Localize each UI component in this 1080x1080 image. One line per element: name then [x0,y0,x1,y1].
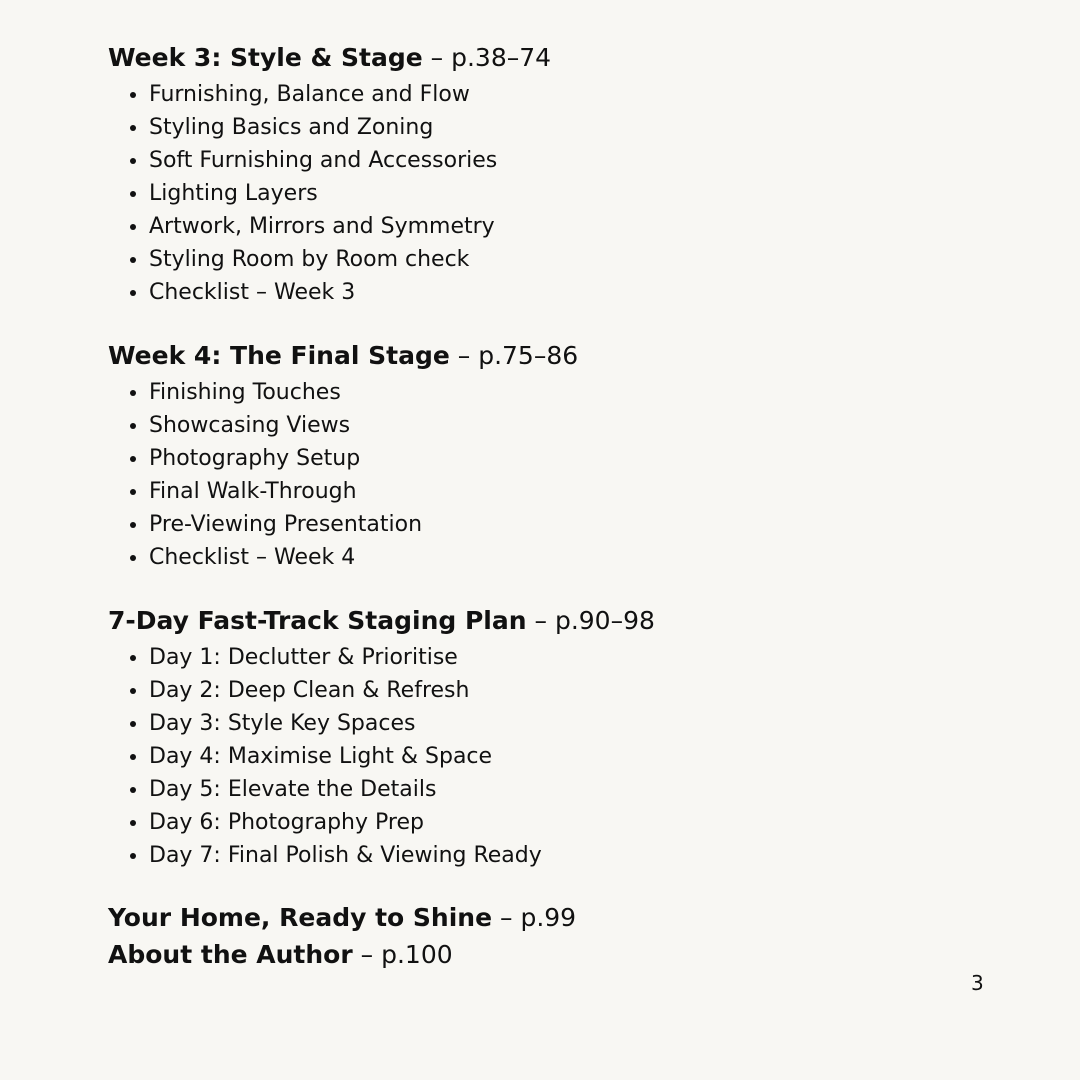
list-item: Lighting Layers [149,177,1008,210]
list-item: Day 6: Photography Prep [149,806,1008,839]
list-item: Styling Room by Room check [149,243,1008,276]
list-item: Day 7: Final Polish & Viewing Ready [149,839,1008,872]
list-item: Finishing Touches [149,376,1008,409]
list-item: Furnishing, Balance and Flow [149,78,1008,111]
section-item-list [108,376,1008,574]
toc-section-week-3 [108,38,1008,309]
list-item: Day 3: Style Key Spaces [149,707,1008,740]
list-item: Day 2: Deep Clean & Refresh [149,674,1008,707]
closing-separator: – [352,940,382,969]
section-title: Week 3: Style & Stage [108,43,423,72]
section-pages: p.75–86 [478,341,579,370]
table-of-contents [108,38,1008,973]
list-item: Day 1: Declutter & Prioritise [149,641,1008,674]
list-item: Final Walk-Through [149,475,1008,508]
list-item: Day 4: Maximise Light & Space [149,740,1008,773]
list-item: Checklist – Week 4 [149,541,1008,574]
section-separator: – [449,341,479,370]
page-number: 3 [971,971,984,995]
section-heading [108,601,1008,641]
section-title: Week 4: The Final Stage [108,341,450,370]
list-item: Artwork, Mirrors and Symmetry [149,210,1008,243]
section-separator: – [422,43,452,72]
closing-title: About the Author [108,940,353,969]
section-item-list [108,78,1008,309]
list-item: Soft Furnishing and Accessories [149,144,1008,177]
closing-separator: – [492,903,521,932]
list-item: Day 5: Elevate the Details [149,773,1008,806]
closing-title: Your Home, Ready to Shine [108,903,493,932]
toc-section-week-4 [108,336,1008,574]
section-item-list [108,641,1008,872]
section-pages: p.90–98 [554,606,655,635]
toc-closing-entries [108,899,1008,973]
closing-heading-home-ready [108,899,1008,936]
section-heading [108,336,1008,376]
closing-pages: p.100 [381,940,453,969]
list-item: Pre-Viewing Presentation [149,508,1008,541]
list-item: Checklist – Week 3 [149,276,1008,309]
toc-section-fast-track [108,601,1008,872]
section-pages: p.38–74 [451,43,552,72]
list-item: Styling Basics and Zoning [149,111,1008,144]
section-heading [108,38,1008,78]
closing-heading-about-author [108,936,1008,973]
list-item: Photography Setup [149,442,1008,475]
list-item: Showcasing Views [149,409,1008,442]
section-separator: – [526,606,555,635]
section-title: 7-Day Fast-Track Staging Plan [108,606,527,635]
closing-pages: p.99 [520,903,577,932]
